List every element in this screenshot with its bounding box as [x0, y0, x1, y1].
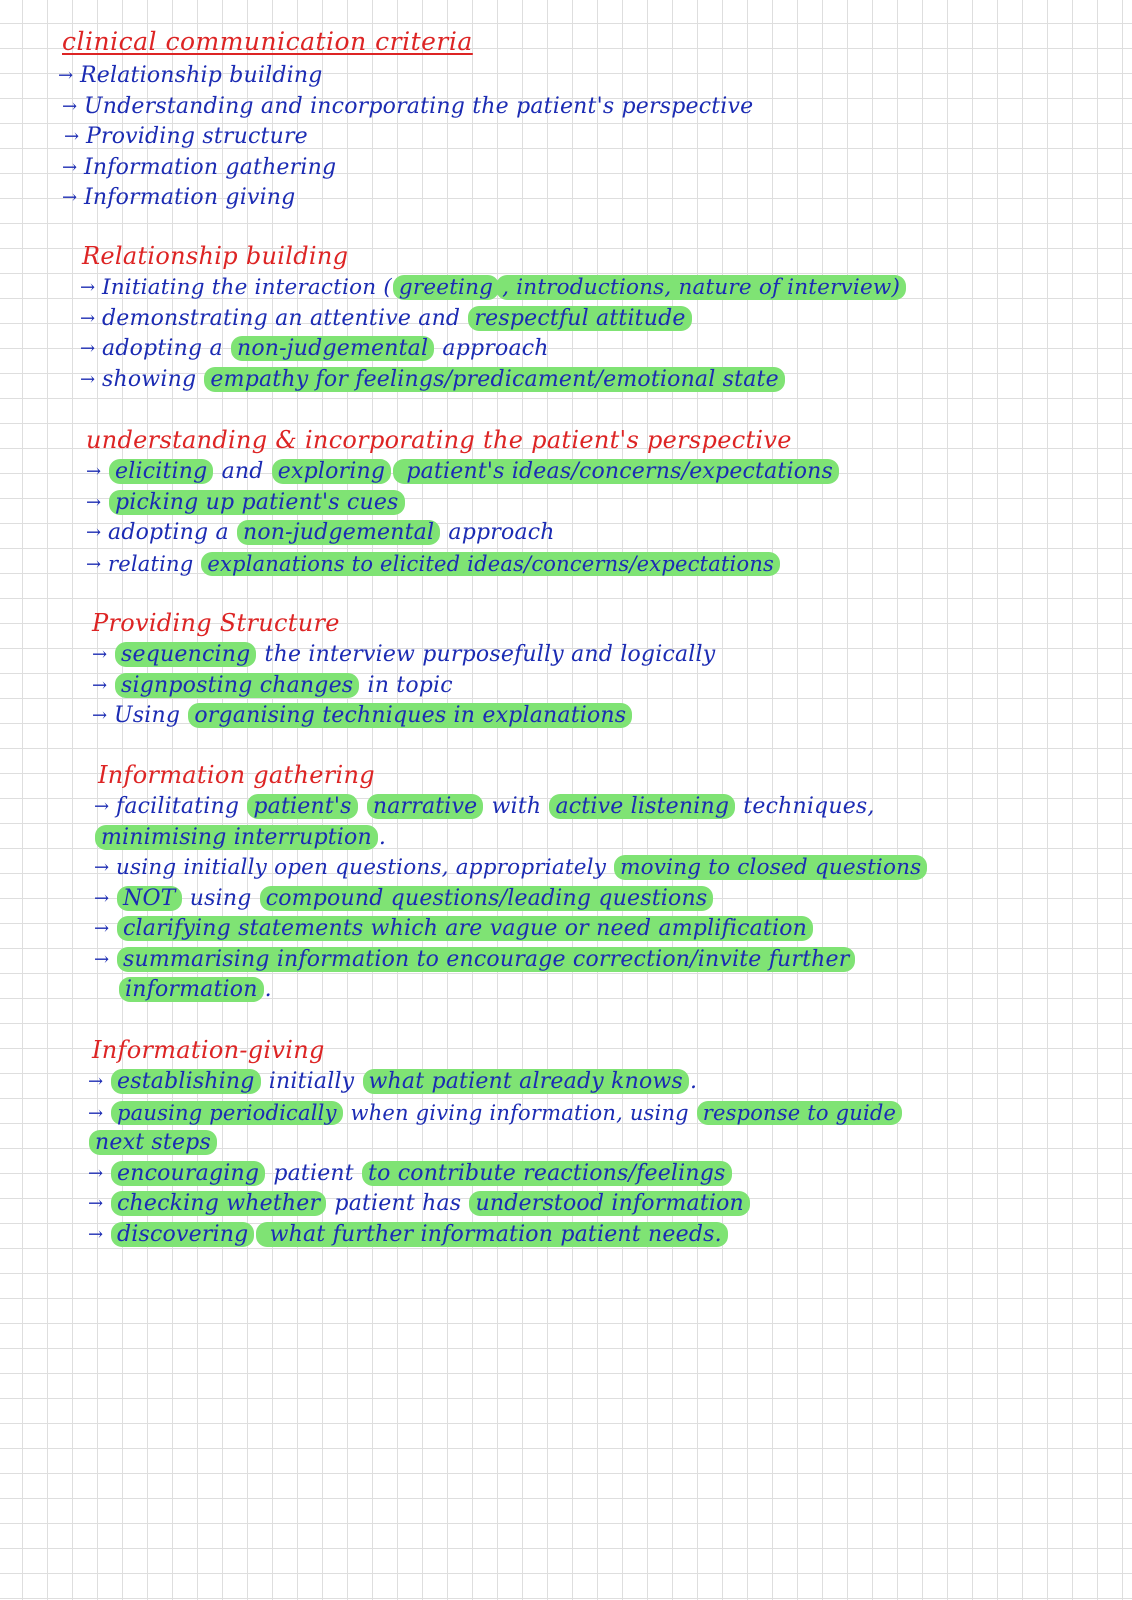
list-item: → eliciting and exploring patient's ideas/concerns/expectations: [86, 457, 840, 488]
list-item: → facilitating patient's narrative with active listening techniques,: [94, 792, 928, 823]
list-item: → using initially open questions, appropriately moving to closed questions: [94, 853, 928, 884]
list-item: [88, 1220, 903, 1251]
highlight: signposting changes: [115, 673, 359, 698]
arrow-icon: →: [86, 522, 102, 543]
highlight: what further information patient needs.: [256, 1222, 727, 1247]
highlight: organising techniques in explanations: [188, 703, 632, 728]
arrow-icon: →: [86, 461, 102, 482]
arrow-icon: →: [88, 1193, 104, 1214]
highlight: pausing periodically: [111, 1101, 343, 1125]
section-heading-giving: Information-giving: [92, 1036, 325, 1064]
list-item: → encouraging patient to contribute reactions/feelings: [88, 1159, 903, 1190]
arrow-icon: →: [62, 156, 78, 178]
arrow-icon: →: [88, 1102, 104, 1124]
arrow-icon: →: [94, 857, 110, 878]
arrow-icon: →: [94, 948, 110, 970]
highlight: patient's ideas/concerns/expectations: [393, 459, 839, 484]
highlight: information: [119, 977, 264, 1002]
relationship-list: [80, 273, 907, 395]
list-item: → showing empathy for feelings/predicament/emotional state: [80, 365, 907, 396]
highlight: exploring: [272, 459, 391, 484]
gathering-list: [94, 792, 928, 1006]
highlight: clarifying statements which are vague or need amplification: [117, 916, 813, 941]
highlight: patient's: [247, 794, 357, 819]
arrow-icon: →: [86, 491, 102, 513]
list-item: [94, 914, 928, 945]
section-heading-perspective: understanding & incorporating the patient's perspective: [86, 426, 792, 454]
highlight: encouraging: [111, 1161, 265, 1186]
overview-item: → Relationship building: [58, 61, 753, 92]
perspective-list: [86, 457, 840, 579]
highlight: checking whether: [111, 1191, 326, 1216]
list-item: → sequencing the interview purposefully and logically: [92, 640, 715, 671]
highlight: , introductions, nature of interview): [496, 275, 906, 300]
highlight: eliciting: [109, 459, 213, 484]
arrow-icon: →: [94, 887, 110, 909]
overview-item: → Understanding and incorporating the patient's perspective: [58, 92, 753, 123]
list-item: → signposting changes in topic: [92, 671, 715, 702]
highlight: compound questions/leading questions: [260, 886, 714, 911]
list-item: → pausing periodically when giving information, using response to guide: [88, 1098, 903, 1129]
structure-list: [92, 640, 715, 732]
list-item: → demonstrating an attentive and respectful attitude: [80, 304, 907, 335]
arrow-icon: →: [64, 126, 80, 147]
highlight: response to guide: [697, 1101, 902, 1125]
highlight: minimising interruption: [95, 825, 378, 850]
highlight: moving to closed questions: [614, 855, 927, 880]
highlight: picking up patient's cues: [109, 490, 405, 515]
list-item: → checking whether patient has understood information: [88, 1189, 903, 1220]
highlight: empathy for feelings/predicament/emotional state: [204, 367, 784, 392]
list-item: minimising interruption .: [94, 823, 928, 854]
arrow-icon: →: [92, 674, 108, 696]
section-heading-relationship: Relationship building: [82, 242, 349, 270]
highlight: greeting: [393, 275, 499, 300]
list-item: → Using organising techniques in explanations: [92, 701, 715, 732]
highlight: active listening: [549, 794, 735, 819]
list-item: [88, 1128, 903, 1159]
arrow-icon: →: [94, 796, 110, 817]
section-heading-gathering: Information gathering: [98, 761, 375, 789]
highlight: establishing: [111, 1069, 261, 1094]
list-item: → Initiating the interaction ( greeting , introductions, nature of interview): [80, 273, 907, 304]
highlight: narrative: [367, 794, 484, 819]
arrow-icon: →: [80, 307, 96, 329]
arrow-icon: →: [80, 368, 96, 390]
section-heading-structure: Providing Structure: [92, 609, 340, 637]
highlight: summarising information to encourage correction/invite further: [117, 947, 855, 972]
overview-item: → Information gathering: [58, 153, 753, 184]
arrow-icon: →: [62, 95, 78, 117]
arrow-icon: →: [92, 705, 108, 726]
highlight: NOT: [117, 886, 182, 911]
highlight: respectful attitude: [468, 306, 691, 331]
arrow-icon: →: [88, 1071, 104, 1092]
giving-list: [88, 1067, 903, 1250]
overview-item: → Providing structure: [58, 122, 753, 153]
highlight: next steps: [89, 1130, 217, 1155]
arrow-icon: →: [94, 918, 110, 939]
highlight: non-judgemental: [237, 520, 440, 545]
list-item: [94, 945, 928, 976]
list-item: → adopting a non-judgemental approach: [80, 334, 907, 365]
arrow-icon: →: [88, 1223, 104, 1245]
highlight: non-judgemental: [231, 336, 434, 361]
list-item: → adopting a non-judgemental approach: [86, 518, 840, 549]
page-title: clinical communication criteria: [62, 27, 473, 56]
list-item: [86, 488, 840, 519]
arrow-icon: →: [62, 187, 78, 208]
highlight: understood information: [469, 1191, 749, 1216]
arrow-icon: →: [88, 1162, 104, 1184]
arrow-icon: →: [92, 644, 108, 665]
list-item: → establishing initially what patient already knows .: [88, 1067, 903, 1098]
highlight: discovering: [111, 1222, 254, 1247]
list-item: → NOT using compound questions/leading questions: [94, 884, 928, 915]
list-item: → relating explanations to elicited ideas/concerns/expectations: [86, 549, 840, 580]
highlight: what patient already knows: [363, 1069, 689, 1094]
highlight: explanations to elicited ideas/concerns/expectations: [201, 552, 780, 576]
list-item: information .: [94, 975, 928, 1006]
overview-item: → Information giving: [58, 183, 753, 214]
arrow-icon: →: [80, 277, 96, 298]
arrow-icon: →: [80, 338, 96, 359]
arrow-icon: →: [58, 65, 74, 86]
highlight: sequencing: [115, 642, 256, 667]
highlight: to contribute reactions/feelings: [362, 1161, 731, 1186]
overview-list: [58, 61, 753, 214]
arrow-icon: →: [86, 553, 102, 575]
